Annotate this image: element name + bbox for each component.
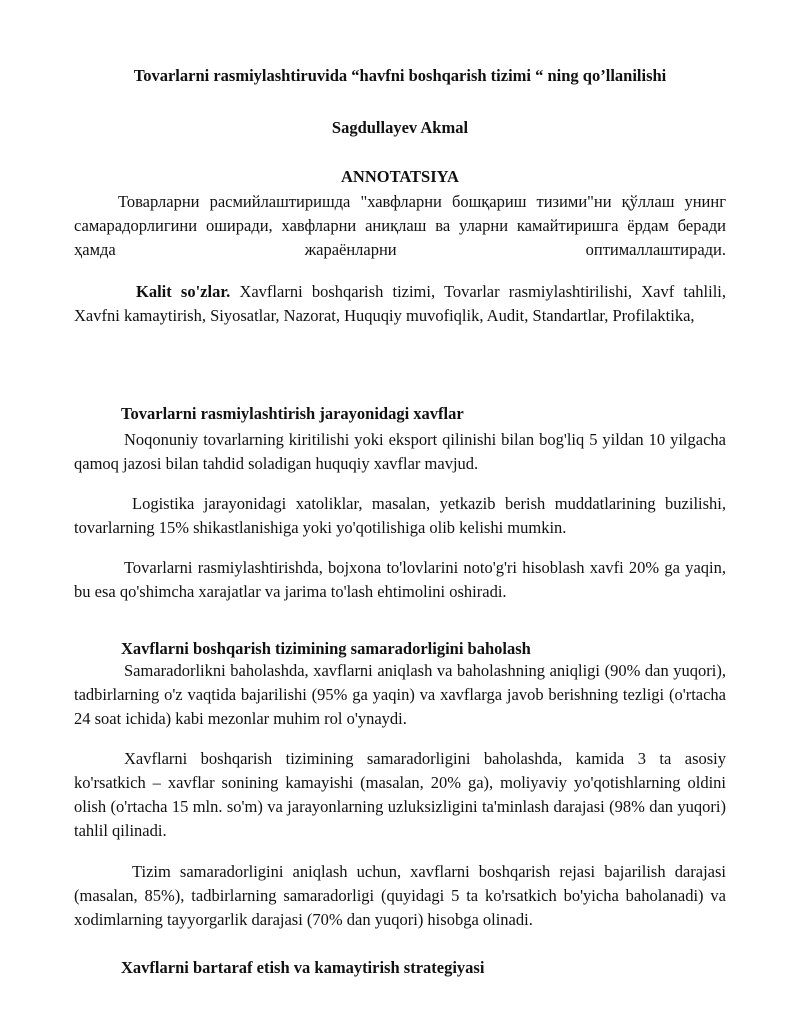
author-name: Sagdullayev Akmal <box>331 118 469 137</box>
section-heading-strategy: Xavflarni bartaraf etish va kamaytirish strategiyasi <box>121 958 485 977</box>
section2-paragraph-1 <box>74 659 726 731</box>
section-heading-risks: Tovarlarni rasmiylashtirish jarayonidagi xavflar <box>121 404 464 423</box>
section2-paragraph-3 <box>74 860 726 932</box>
section1-paragraph-3 <box>74 556 726 604</box>
section1-paragraph-2 <box>74 492 726 540</box>
section2-paragraph-1-text: Samaradorlikni baholashda, xavflarni aniqlash va baholashning aniqligi (90% dan yuqori), tadbirlarning o'z vaqtida bajarilishi (95% ga yaqin) va xavflarga javob berishning tezligi (o'rtacha 24 soat ichida) kabi mezonlar muhim rol o'ynaydi. <box>74 661 726 728</box>
section1-paragraph-1 <box>74 428 726 476</box>
paper-title: Tovarlarni rasmiylashtiruvida “havfni boshqarish tizimi “ ning qo’llanilishi <box>133 66 667 85</box>
annotation-heading: ANNOTATSIYA <box>341 167 459 186</box>
section2-paragraph-3-text: Tizim samaradorligini aniqlash uchun, xavflarni boshqarish rejasi bajarilish darajasi (masalan, 85%), tadbirlarning samaradorligi (quyidagi 5 ta ko'rsatkich bo'yicha baholanadi) va xodimlarning tayyorgarlik darajasi (70% dan yuqori) hisobga olinadi. <box>74 862 726 929</box>
annotation-body: Товарларни расмийлаштиришда "хавфларни бошқариш тизими"ни қўллаш унинг самарадорлигини оширади, хавфларни аниқлаш ва уларни камайтиришга ёрдам беради ҳамда жараёнларни оптималлаштиради. <box>74 192 726 259</box>
section1-paragraph-2-text: Logistika jarayonidagi xatoliklar, masalan, yetkazib berish muddatlarining buzilishi, tovarlarning 15% shikastlanishiga yoki yo'qotilishiga olib kelishi mumkin. <box>74 494 726 537</box>
section1-paragraph-1-text: Noqonuniy tovarlarning kiritilishi yoki eksport qilinishi bilan bog'liq 5 yildan 10 yilgacha qamoq jazosi bilan tahdid soladigan huquqiy xavflar mavjud. <box>74 430 726 473</box>
keywords-text: Xavflarni boshqarish tizimi, Tovarlar rasmiylashtirilishi, Xavf tahlili, Xavfni kamaytirish, Siyosatlar, Nazorat, Huquqiy muvofiqlik, Audit, Standartlar, Profilaktika, <box>74 282 726 325</box>
section-heading-effectiveness: Xavflarni boshqarish tizimining samaradorligini baholash <box>121 639 531 658</box>
keywords-paragraph <box>74 280 726 328</box>
annotation-text <box>74 190 726 262</box>
section1-paragraph-3-text: Tovarlarni rasmiylashtirishda, bojxona to'lovlarini noto'g'ri hisoblash xavfi 20% ga yaqin, bu esa qo'shimcha xarajatlar va jarima to'lash ehtimolini oshiradi. <box>74 558 726 601</box>
keywords-label: Kalit so'zlar. <box>136 282 231 301</box>
section2-paragraph-2-text: Xavflarni boshqarish tizimining samaradorligini baholashda, kamida 3 ta asosiy ko'rsatkich – xavflar sonining kamayishi (masalan, 20% ga), moliyaviy yo'qotishlarning oldini olish (o'rtacha 15 mln. so'm) va jarayonlarning uzluksizligini ta'minlash darajasi (98% dan yuqori) tahlil qilinadi. <box>74 749 726 840</box>
section2-paragraph-2 <box>74 747 726 843</box>
